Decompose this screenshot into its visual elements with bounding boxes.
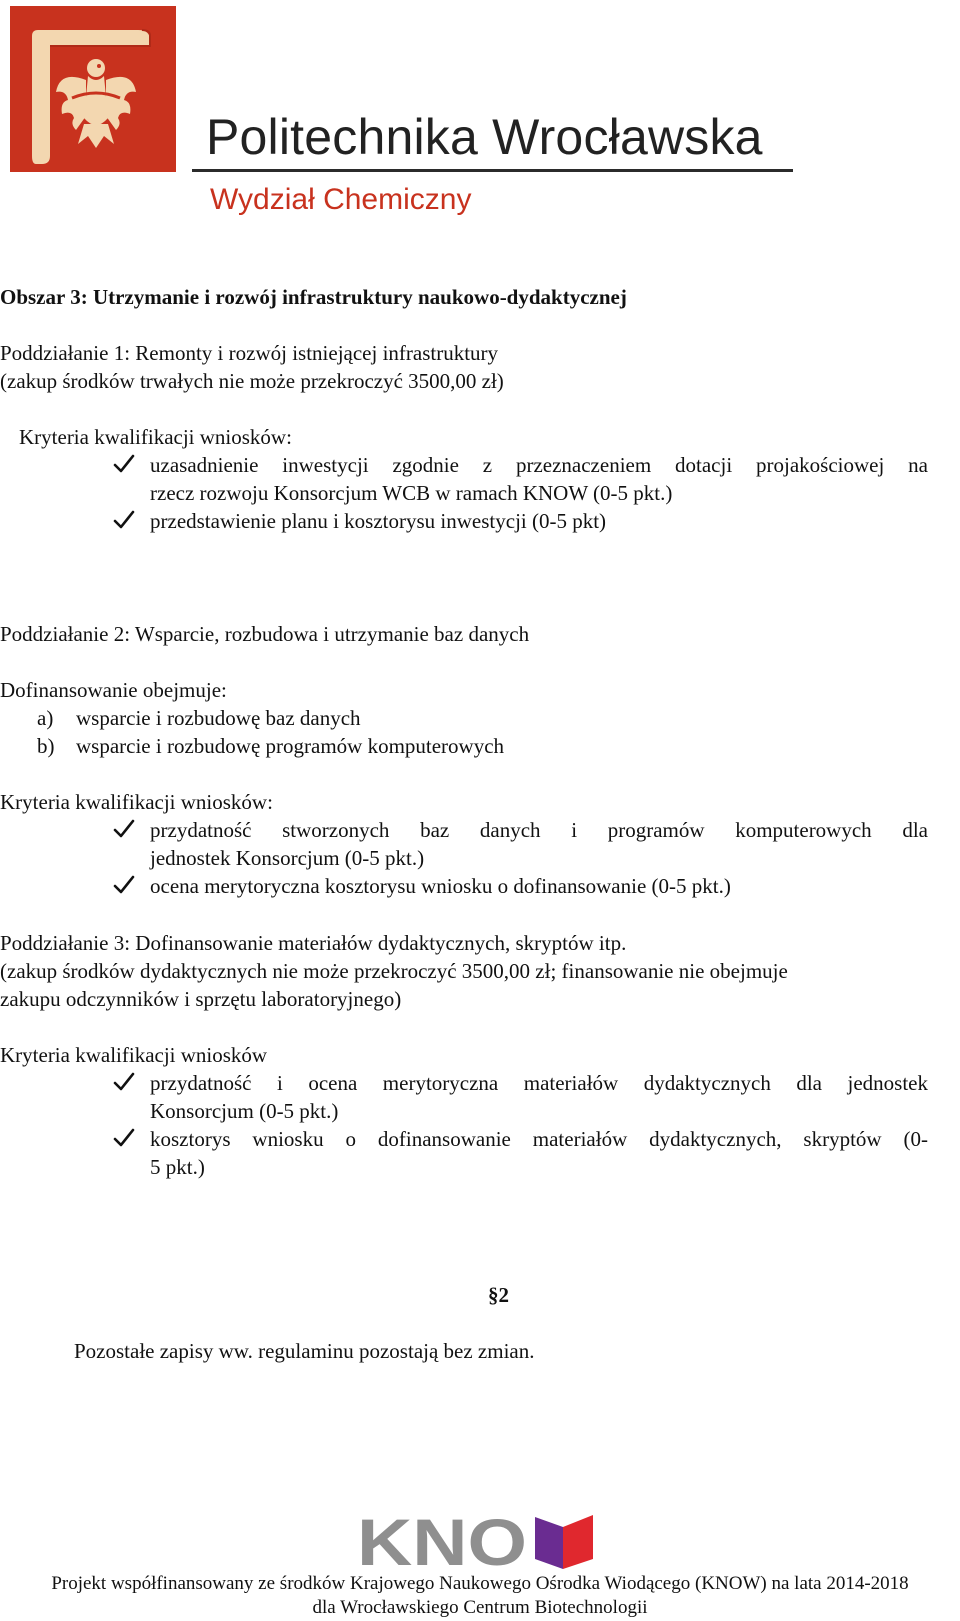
sub3-note-cont: zakupu odczynników i sprzętu laboratoryjnego) [0, 987, 402, 1011]
sub1-criterion-1-cont: rzecz rozwoju Konsorcjum WCB w ramach KNOW (0-5 pkt.) [150, 481, 673, 505]
footer-funding-line: Projekt współfinansowany ze środków Krajowego Naukowego Ośrodka Wiodącego (KNOW) na lata 2014-2018 [51, 1573, 909, 1594]
checkmark-icon [112, 508, 136, 532]
sub3-note: (zakup środków dydaktycznych nie może przekroczyć 3500,00 zł; finansowanie nie obejmuje [0, 959, 788, 983]
know-logo-text: KNO [357, 1509, 527, 1571]
checkmark-icon [112, 873, 136, 897]
university-logo [10, 6, 176, 172]
header-divider [192, 169, 793, 172]
list-marker: b) [37, 734, 55, 758]
checkmark-icon [112, 1126, 136, 1150]
sub1-criterion-1: uzasadnienie inwestycji zgodnie z przeznaczeniem dotacji projakościowej na [150, 453, 928, 477]
university-name: Politechnika Wrocławska [206, 109, 763, 165]
sub2-criteria-label: Kryteria kwalifikacji wniosków: [0, 790, 273, 814]
sub1-note: (zakup środków trwałych nie może przekroczyć 3500,00 zł) [0, 369, 504, 393]
sub1-criterion-2: przedstawienie planu i kosztorysu inwestycji (0-5 pkt) [150, 509, 607, 533]
checkmark-icon [112, 452, 136, 476]
sub2-criterion-1: przydatność stworzonych baz danych i programów komputerowych dla [150, 818, 928, 842]
list-item: wsparcie i rozbudowę baz danych [76, 706, 361, 730]
sub2-criterion-2: ocena merytoryczna kosztorysu wniosku o dofinansowanie (0-5 pkt.) [150, 874, 731, 898]
sub3-criterion-1: przydatność i ocena merytoryczna materiałów dydaktycznych dla jednostek [150, 1071, 928, 1095]
sub3-criterion-2: kosztorys wniosku o dofinansowanie materiałów dydaktycznych, skryptów (0- [150, 1127, 928, 1151]
paragraph-mark: §2 [488, 1283, 509, 1307]
sub1-criteria-label: Kryteria kwalifikacji wniosków: [19, 425, 292, 449]
faculty-name: Wydział Chemiczny [210, 183, 472, 216]
sub3-title: Poddziałanie 3: Dofinansowanie materiałów dydaktycznych, skryptów itp. [0, 931, 627, 955]
sub3-criterion-2-cont: 5 pkt.) [150, 1155, 205, 1179]
footer-funding-line-2: dla Wrocławskiego Centrum Biotechnologii [312, 1597, 648, 1618]
sub2-criterion-1-cont: jednostek Konsorcjum (0-5 pkt.) [150, 846, 425, 870]
sub2-funding-label: Dofinansowanie obejmuje: [0, 678, 227, 702]
sub3-criterion-1-cont: Konsorcjum (0-5 pkt.) [150, 1099, 339, 1123]
sub1-title: Poddziałanie 1: Remonty i rozwój istniejącej infrastruktury [0, 341, 499, 365]
closing-statement: Pozostałe zapisy ww. regulaminu pozostają bez zmian. [74, 1339, 535, 1363]
know-logo [357, 1509, 599, 1571]
list-item: wsparcie i rozbudowę programów komputerowych [76, 734, 505, 758]
eagle-emblem-icon [10, 6, 176, 172]
list-marker: a) [37, 706, 54, 730]
section-title: Obszar 3: Utrzymanie i rozwój infrastruktury naukowo-dydaktycznej [0, 285, 627, 309]
sub3-criteria-label: Kryteria kwalifikacji wniosków [0, 1043, 268, 1067]
sub2-title: Poddziałanie 2: Wsparcie, rozbudowa i utrzymanie baz danych [0, 622, 530, 646]
checkmark-icon [112, 1070, 136, 1094]
checkmark-icon [112, 817, 136, 841]
